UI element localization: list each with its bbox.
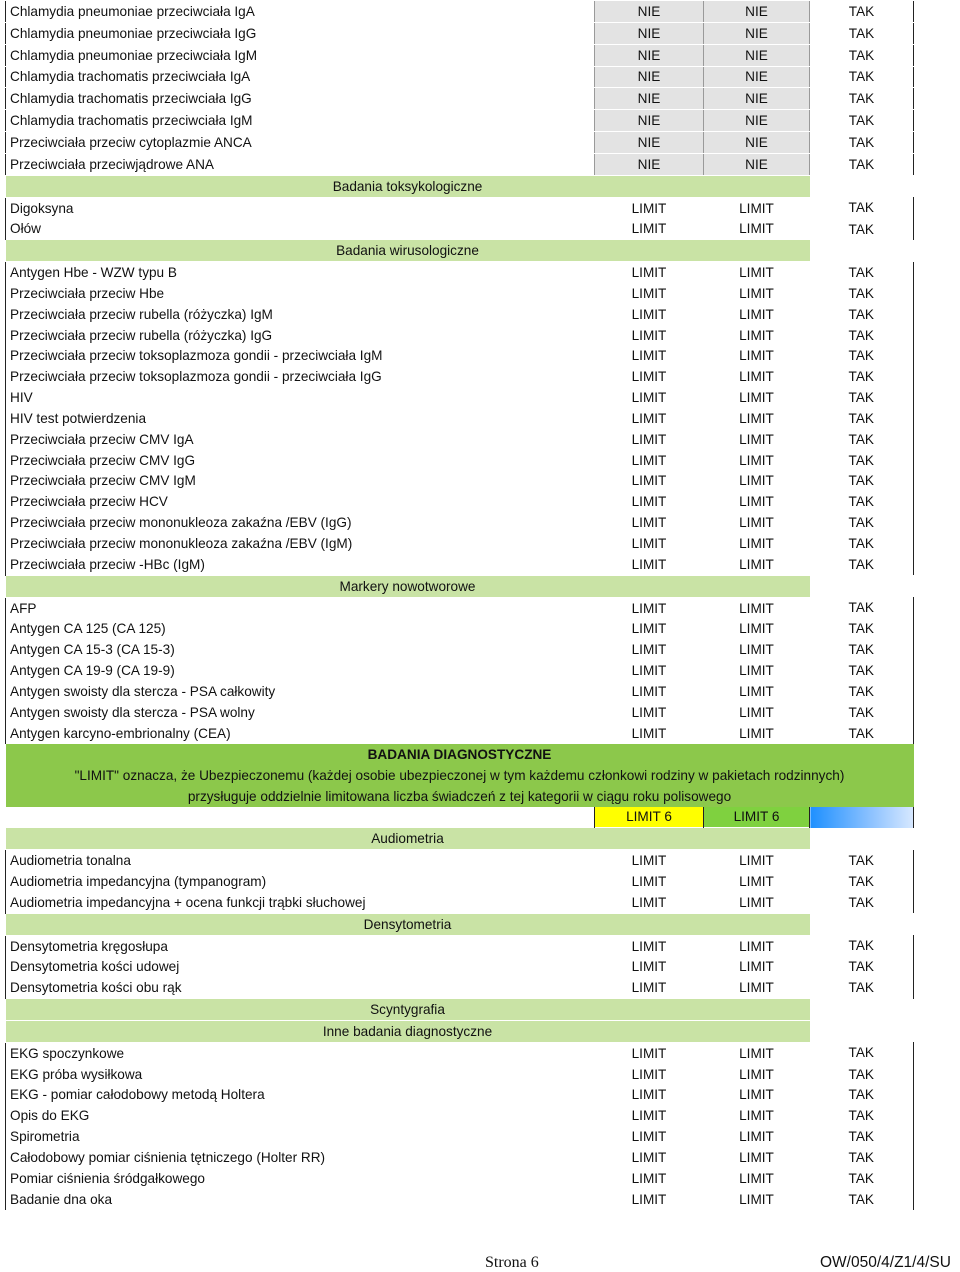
table-row <box>6 408 914 429</box>
value-col-2: LIMIT <box>739 725 774 741</box>
service-name: EKG próba wysiłkowa <box>6 1064 595 1085</box>
section-title: Markery nowotworowe <box>6 575 810 597</box>
value-col-1: LIMIT <box>631 306 667 322</box>
value-col-3: TAK <box>810 1042 914 1063</box>
value-col-2: LIMIT <box>739 600 774 616</box>
service-name: Przeciwciała przeciw CMV IgM <box>6 471 595 492</box>
value-col-1: LIMIT <box>631 980 667 996</box>
service-name: Audiometria tonalna <box>6 850 595 871</box>
value-col-3: TAK <box>810 1126 914 1147</box>
value-col-1: LIMIT <box>631 1108 667 1124</box>
value-col-1: LIMIT <box>631 1045 667 1061</box>
service-name: Przeciwciała przeciw toksoplazmoza gondii - przeciwciała IgG <box>6 366 595 387</box>
table-row <box>6 22 914 44</box>
value-col-1: NIE <box>595 110 704 132</box>
value-col-1: LIMIT <box>631 621 667 637</box>
table-row <box>6 702 914 723</box>
value-col-2: LIMIT <box>739 348 774 364</box>
banner-row <box>6 765 914 786</box>
value-col-2: LIMIT <box>739 390 774 406</box>
value-col-1: NIE <box>595 132 704 154</box>
value-col-3: TAK <box>810 1 914 22</box>
service-name: Przeciwciała przeciw toksoplazmoza gondii - przeciwciała IgM <box>6 346 595 367</box>
section-header <box>6 175 914 197</box>
limit-spacer <box>6 807 595 828</box>
service-name: EKG spoczynkowe <box>6 1042 595 1063</box>
value-col-2: LIMIT <box>739 410 774 426</box>
banner-row <box>6 786 914 807</box>
section-header <box>6 1020 914 1042</box>
value-col-2: NIE <box>704 110 810 132</box>
value-col-1: LIMIT <box>631 473 667 489</box>
value-col-3: TAK <box>810 850 914 871</box>
service-name: Przeciwciała przeciw mononukleoza zakaźna /EBV (IgM) <box>6 533 595 554</box>
table-row <box>6 491 914 512</box>
section-title: Badania wirusologiczne <box>6 240 810 262</box>
value-col-2: LIMIT <box>739 683 774 699</box>
service-name: Antygen swoisty dla stercza - PSA wolny <box>6 702 595 723</box>
value-col-2: LIMIT <box>739 1045 774 1061</box>
value-col-1: LIMIT <box>631 600 667 616</box>
section-title: Inne badania diagnostyczne <box>6 1020 810 1042</box>
service-name: Przeciwciała przeciw mononukleoza zakaźna /EBV (IgG) <box>6 512 595 533</box>
value-col-3: TAK <box>810 702 914 723</box>
value-col-1: LIMIT <box>631 853 667 869</box>
table-row <box>6 554 914 575</box>
value-col-1: LIMIT <box>631 285 667 301</box>
service-name: Chlamydia pneumoniae przeciwciała IgG <box>6 22 595 44</box>
value-col-2: LIMIT <box>739 1149 774 1165</box>
table-row <box>6 1168 914 1189</box>
value-col-3: TAK <box>810 197 914 218</box>
table-row <box>6 1105 914 1126</box>
value-col-3: TAK <box>810 132 914 154</box>
value-col-3: TAK <box>810 387 914 408</box>
value-col-1: LIMIT <box>631 663 667 679</box>
value-col-2: LIMIT <box>739 959 774 975</box>
value-col-2: NIE <box>704 66 810 88</box>
value-col-2: LIMIT <box>739 265 774 281</box>
value-col-1: LIMIT <box>631 938 667 954</box>
value-col-3: TAK <box>810 977 914 998</box>
value-col-2: NIE <box>704 22 810 44</box>
service-name: Densytometria kości udowej <box>6 956 595 977</box>
value-col-1: NIE <box>595 44 704 66</box>
value-col-2: LIMIT <box>739 221 774 237</box>
limit-row <box>6 807 914 828</box>
table-row <box>6 956 914 977</box>
value-col-3: TAK <box>810 956 914 977</box>
service-name: Spirometria <box>6 1126 595 1147</box>
table-row <box>6 88 914 110</box>
value-col-2: LIMIT <box>739 306 774 322</box>
value-col-2: LIMIT <box>739 980 774 996</box>
value-col-1: NIE <box>595 66 704 88</box>
value-col-1: LIMIT <box>631 200 667 216</box>
service-name: Pomiar ciśnienia śródgałkowego <box>6 1168 595 1189</box>
value-col-2: LIMIT <box>739 894 774 910</box>
value-col-2: LIMIT <box>739 1129 774 1145</box>
value-col-1: LIMIT <box>631 431 667 447</box>
value-col-3: TAK <box>810 450 914 471</box>
service-name: Całodobowy pomiar ciśnienia tętniczego (Holter RR) <box>6 1147 595 1168</box>
value-col-3: TAK <box>810 681 914 702</box>
section-spacer <box>810 175 914 197</box>
value-col-2: LIMIT <box>739 536 774 552</box>
service-name: Antygen Hbe - WZW typu B <box>6 262 595 283</box>
table-row <box>6 262 914 283</box>
section-header <box>6 575 914 597</box>
value-col-3: TAK <box>810 618 914 639</box>
service-name: Przeciwciała przeciw CMV IgG <box>6 450 595 471</box>
banner-text: BADANIA DIAGNOSTYCZNE <box>6 744 914 765</box>
value-col-1: LIMIT <box>631 515 667 531</box>
table-row <box>6 935 914 956</box>
value-col-2: LIMIT <box>739 473 774 489</box>
service-name: Chlamydia pneumoniae przeciwciała IgA <box>6 1 595 22</box>
value-col-3: TAK <box>810 218 914 239</box>
table-row <box>6 1085 914 1106</box>
table-row <box>6 639 914 660</box>
services-table-body <box>6 1 914 1210</box>
value-col-2: LIMIT <box>739 200 774 216</box>
value-col-2: LIMIT <box>739 704 774 720</box>
value-col-1: LIMIT <box>631 1149 667 1165</box>
table-row <box>6 660 914 681</box>
value-col-1: LIMIT <box>631 704 667 720</box>
section-title: Densytometria <box>6 913 810 935</box>
value-col-3: TAK <box>810 153 914 175</box>
service-name: Antygen CA 19-9 (CA 19-9) <box>6 660 595 681</box>
service-name: Przeciwciała przeciw cytoplazmie ANCA <box>6 132 595 154</box>
value-col-3: TAK <box>810 44 914 66</box>
service-name: AFP <box>6 597 595 618</box>
service-name: Densytometria kości obu rąk <box>6 977 595 998</box>
banner-text: przysługuje oddzielnie limitowana liczba świadczeń z tej kategorii w ciągu roku polisowego <box>6 786 914 807</box>
table-row <box>6 892 914 913</box>
value-col-1: NIE <box>595 22 704 44</box>
value-col-3: TAK <box>810 639 914 660</box>
table-row <box>6 366 914 387</box>
value-col-3: TAK <box>810 554 914 575</box>
value-col-2: LIMIT <box>739 642 774 658</box>
table-row <box>6 450 914 471</box>
value-col-3: TAK <box>810 346 914 367</box>
value-col-2: LIMIT <box>739 369 774 385</box>
table-row <box>6 66 914 88</box>
table-row <box>6 1 914 22</box>
section-header <box>6 240 914 262</box>
service-name: Przeciwciała przeciw Hbe <box>6 283 595 304</box>
value-col-2: NIE <box>704 88 810 110</box>
value-col-3: TAK <box>810 110 914 132</box>
value-col-1: LIMIT <box>631 556 667 572</box>
value-col-2: NIE <box>704 132 810 154</box>
value-col-1: LIMIT <box>631 1087 667 1103</box>
table-row <box>6 850 914 871</box>
value-col-3: TAK <box>810 366 914 387</box>
table-row <box>6 597 914 618</box>
section-title: Scyntygrafia <box>6 999 810 1021</box>
service-name: Przeciwciała przeciw HCV <box>6 491 595 512</box>
section-spacer <box>810 1020 914 1042</box>
value-col-3: TAK <box>810 304 914 325</box>
value-col-2: LIMIT <box>739 515 774 531</box>
value-col-1: LIMIT <box>631 873 667 889</box>
value-col-2: LIMIT <box>739 494 774 510</box>
value-col-3: TAK <box>810 491 914 512</box>
service-name: Chlamydia trachomatis przeciwciała IgM <box>6 110 595 132</box>
table-row <box>6 1126 914 1147</box>
service-name: Audiometria impedancyjna + ocena funkcji trąbki słuchowej <box>6 892 595 913</box>
section-spacer <box>810 575 914 597</box>
service-name: HIV test potwierdzenia <box>6 408 595 429</box>
section-header <box>6 913 914 935</box>
services-table <box>5 1 914 1210</box>
table-row <box>6 218 914 239</box>
value-col-2: LIMIT <box>739 1108 774 1124</box>
value-col-2: LIMIT <box>739 285 774 301</box>
value-col-2: LIMIT <box>739 327 774 343</box>
value-col-2: NIE <box>704 44 810 66</box>
value-col-3: TAK <box>810 1147 914 1168</box>
service-name: Przeciwciała przeciw CMV IgA <box>6 429 595 450</box>
section-header <box>6 828 914 850</box>
value-col-2: LIMIT <box>739 853 774 869</box>
value-col-2: LIMIT <box>739 1066 774 1082</box>
service-name: Badanie dna oka <box>6 1189 595 1210</box>
value-col-1: LIMIT <box>631 1066 667 1082</box>
table-row <box>6 110 914 132</box>
value-col-2: LIMIT <box>739 1087 774 1103</box>
service-name: Antygen swoisty dla stercza - PSA całkowity <box>6 681 595 702</box>
value-col-3: TAK <box>810 283 914 304</box>
value-col-3: TAK <box>810 471 914 492</box>
table-row <box>6 533 914 554</box>
value-col-3: TAK <box>810 1085 914 1106</box>
value-col-2: LIMIT <box>739 873 774 889</box>
banner-text: "LIMIT" oznacza, że Ubezpieczonemu (każdej osobie ubezpieczonej w tym każdemu członkowi rodziny w pakietach rodzinnych) <box>6 765 914 786</box>
section-header <box>6 999 914 1021</box>
service-name: Chlamydia trachomatis przeciwciała IgA <box>6 66 595 88</box>
page-number: Strona 6 <box>485 1254 539 1271</box>
section-spacer <box>810 240 914 262</box>
section-spacer <box>810 999 914 1021</box>
service-name: Przeciwciała przeciwjądrowe ANA <box>6 153 595 175</box>
service-name: Ołów <box>6 218 595 239</box>
table-row <box>6 44 914 66</box>
value-col-2: LIMIT <box>739 1170 774 1186</box>
service-name: Przeciwciała przeciw rubella (różyczka) IgG <box>6 325 595 346</box>
value-col-3: TAK <box>810 1189 914 1210</box>
table-row <box>6 325 914 346</box>
value-col-3: TAK <box>810 262 914 283</box>
value-col-3: TAK <box>810 22 914 44</box>
value-col-2: LIMIT <box>739 1191 774 1207</box>
value-col-3: TAK <box>810 1105 914 1126</box>
value-col-3: TAK <box>810 723 914 744</box>
value-col-1: LIMIT <box>631 959 667 975</box>
value-col-2: LIMIT <box>739 621 774 637</box>
value-col-3: TAK <box>810 533 914 554</box>
service-name: Audiometria impedancyjna (tympanogram) <box>6 871 595 892</box>
value-col-1: LIMIT <box>631 265 667 281</box>
table-row <box>6 153 914 175</box>
service-name: Antygen CA 15-3 (CA 15-3) <box>6 639 595 660</box>
value-col-3: TAK <box>810 935 914 956</box>
service-name: EKG - pomiar całodobowy metodą Holtera <box>6 1085 595 1106</box>
table-row <box>6 977 914 998</box>
value-col-2: LIMIT <box>739 431 774 447</box>
table-row <box>6 387 914 408</box>
document-code: OW/050/4/Z1/4/SU <box>820 1254 951 1271</box>
value-col-3: TAK <box>810 871 914 892</box>
value-col-1: NIE <box>595 88 704 110</box>
service-name: Digoksyna <box>6 197 595 218</box>
value-col-1: LIMIT <box>631 536 667 552</box>
table-row <box>6 618 914 639</box>
service-name: Antygen karcyno-embrionalny (CEA) <box>6 723 595 744</box>
value-col-2: LIMIT <box>739 556 774 572</box>
table-row <box>6 681 914 702</box>
value-col-3: TAK <box>810 892 914 913</box>
value-col-1: LIMIT <box>631 452 667 468</box>
value-col-1: LIMIT <box>631 1191 667 1207</box>
table-row <box>6 723 914 744</box>
table-row <box>6 1042 914 1063</box>
value-col-3: TAK <box>810 1064 914 1085</box>
value-col-1: NIE <box>595 153 704 175</box>
value-col-1: LIMIT <box>631 390 667 406</box>
value-col-3: TAK <box>810 429 914 450</box>
table-row <box>6 429 914 450</box>
value-col-1: LIMIT <box>631 221 667 237</box>
service-name: Przeciwciała przeciw rubella (różyczka) IgM <box>6 304 595 325</box>
table-row <box>6 197 914 218</box>
section-title: Badania toksykologiczne <box>6 175 810 197</box>
table-row <box>6 346 914 367</box>
value-col-1: LIMIT <box>631 894 667 910</box>
value-col-1: LIMIT <box>631 725 667 741</box>
service-name: Opis do EKG <box>6 1105 595 1126</box>
value-col-2: LIMIT <box>739 452 774 468</box>
table-row <box>6 512 914 533</box>
limit-value-2: LIMIT 6 <box>704 807 810 828</box>
section-spacer <box>810 913 914 935</box>
value-col-1: LIMIT <box>631 642 667 658</box>
value-col-2: NIE <box>704 153 810 175</box>
banner-row <box>6 744 914 765</box>
service-name: Przeciwciała przeciw -HBc (IgM) <box>6 554 595 575</box>
table-row <box>6 871 914 892</box>
value-col-3: TAK <box>810 408 914 429</box>
section-spacer <box>810 828 914 850</box>
value-col-3: TAK <box>810 66 914 88</box>
table-row <box>6 471 914 492</box>
service-name: Antygen CA 125 (CA 125) <box>6 618 595 639</box>
limit-value-1: LIMIT 6 <box>595 807 704 828</box>
value-col-1: LIMIT <box>631 410 667 426</box>
section-title: Audiometria <box>6 828 810 850</box>
value-col-1: LIMIT <box>631 369 667 385</box>
value-col-1: LIMIT <box>631 1129 667 1145</box>
value-col-2: LIMIT <box>739 938 774 954</box>
service-name: Chlamydia pneumoniae przeciwciała IgM <box>6 44 595 66</box>
value-col-2: NIE <box>704 1 810 22</box>
value-col-1: NIE <box>595 1 704 22</box>
value-col-3: TAK <box>810 88 914 110</box>
service-name: Densytometria kręgosłupa <box>6 935 595 956</box>
value-col-3: TAK <box>810 660 914 681</box>
service-name: HIV <box>6 387 595 408</box>
value-col-3: TAK <box>810 325 914 346</box>
table-row <box>6 1189 914 1210</box>
table-row <box>6 1064 914 1085</box>
table-row <box>6 1147 914 1168</box>
table-row <box>6 132 914 154</box>
table-row <box>6 283 914 304</box>
value-col-1: LIMIT <box>631 1170 667 1186</box>
value-col-1: LIMIT <box>631 348 667 364</box>
table-row <box>6 304 914 325</box>
service-name: Chlamydia trachomatis przeciwciała IgG <box>6 88 595 110</box>
value-col-2: LIMIT <box>739 663 774 679</box>
value-col-3: TAK <box>810 512 914 533</box>
value-col-3: TAK <box>810 597 914 618</box>
value-col-3: TAK <box>810 1168 914 1189</box>
value-col-1: LIMIT <box>631 683 667 699</box>
value-col-1: LIMIT <box>631 494 667 510</box>
limit-value-3 <box>810 807 914 828</box>
value-col-1: LIMIT <box>631 327 667 343</box>
